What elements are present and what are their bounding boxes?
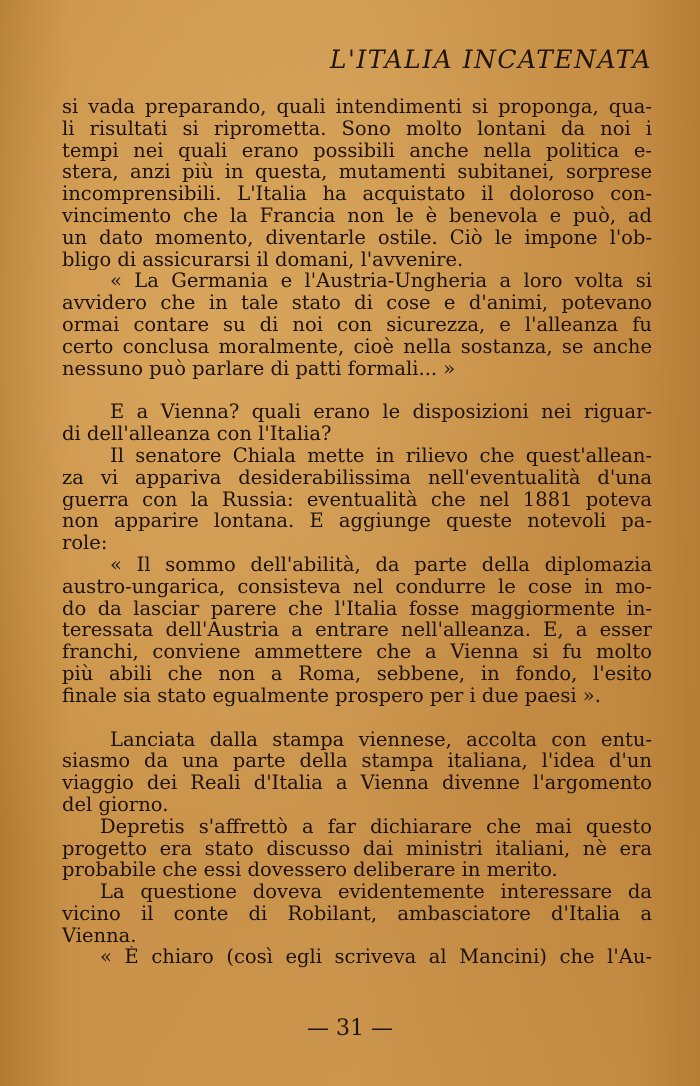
text-line: più abili che non a Roma, sebbene, in fondo, l'esito <box>62 662 652 685</box>
text-line: Depretis s'affrettò a far dichiarare che mai questo <box>100 815 652 838</box>
running-head: L'ITALIA INCATENATA <box>329 45 652 74</box>
text-line: li risultati si riprometta. Sono molto lontani da noi i <box>62 117 652 140</box>
text-line: bligo di assicurarsi il domani, l'avvenire. <box>62 248 464 271</box>
body-text <box>62 96 652 968</box>
page-number: — 31 — <box>307 1016 393 1041</box>
text-line: guerra con la Russia: eventualità che nel 1881 poteva <box>62 488 652 511</box>
text-line: Vienna. <box>62 924 137 947</box>
text-line: La questione doveva evidentemente interessare da <box>100 881 652 903</box>
text-line: role: <box>62 532 108 554</box>
text-line: tempi nei quali erano possibili anche nella politica e- <box>62 139 652 162</box>
text-line: E a Vienna? quali erano le disposizioni nei riguar- <box>110 401 652 424</box>
text-line: avvidero che in tale stato di cose e d'animi, potevano <box>62 292 652 314</box>
text-line: teressata dell'Austria a entrare nell'alleanza. E, a esser <box>62 619 652 642</box>
text-line: vicino il conte di Robilant, ambasciatore d'Italia a <box>62 902 652 925</box>
text-line: Lanciata dalla stampa viennese, accolta con entu- <box>110 728 652 751</box>
text-line: stera, anzi più in questa, mutamenti subitanei, sorprese <box>62 161 652 184</box>
text-line: viaggio dei Reali d'Italia a Vienna divenne l'argomento <box>62 772 652 794</box>
text-line: probabile che essi dovessero deliberare in merito. <box>62 859 558 882</box>
text-line: nessuno può parlare di patti formali... » <box>62 357 456 380</box>
text-line: « È chiaro (così egli scriveva al Mancini) che l'Au- <box>100 946 652 969</box>
text-line: austro-ungarica, consisteva nel condurre le cose in mo- <box>62 575 652 598</box>
text-line: di dell'alleanza con l'Italia? <box>62 423 332 445</box>
text-line: ormai contare su di noi con sicurezza, e l'alleanza fu <box>62 313 652 336</box>
text-line: Il senatore Chiala mette in rilievo che quest'allean- <box>110 444 652 467</box>
text-line: si vada preparando, quali intendimenti si proponga, qua- <box>62 96 652 118</box>
text-line: del giorno. <box>62 793 169 816</box>
text-line: vincimento che la Francia non le è benevola e può, ad <box>62 204 652 227</box>
text-line: certo conclusa moralmente, cioè nella sostanza, se anche <box>62 335 652 358</box>
text-line: finale sia stato egualmente prospero per i due paesi ». <box>62 684 601 707</box>
text-line: siasmo da una parte della stampa italiana, l'idea d'un <box>62 750 652 773</box>
section-gap <box>62 707 652 729</box>
text-line: « Il sommo dell'abilità, da parte della diplomazia <box>110 553 652 576</box>
text-line: non apparire lontana. E aggiunge queste notevoli pa- <box>62 510 652 533</box>
text-line: do da lasciar parere che l'Italia fosse maggiormente in- <box>62 597 652 620</box>
text-line: progetto era stato discusso dai ministri italiani, nè era <box>62 837 652 860</box>
text-line: za vi appariva desiderabilissima nell'eventualità d'una <box>62 466 652 489</box>
section-gap <box>62 379 652 401</box>
text-line: « La Germania e l'Austria-Ungheria a loro volta si <box>110 270 652 293</box>
text-line: franchi, conviene ammettere che a Vienna si fu molto <box>62 641 652 663</box>
text-line: un dato momento, diventarle ostile. Ciò le impone l'ob- <box>62 226 652 249</box>
text-line: incomprensibili. L'Italia ha acquistato il doloroso con- <box>62 183 652 205</box>
